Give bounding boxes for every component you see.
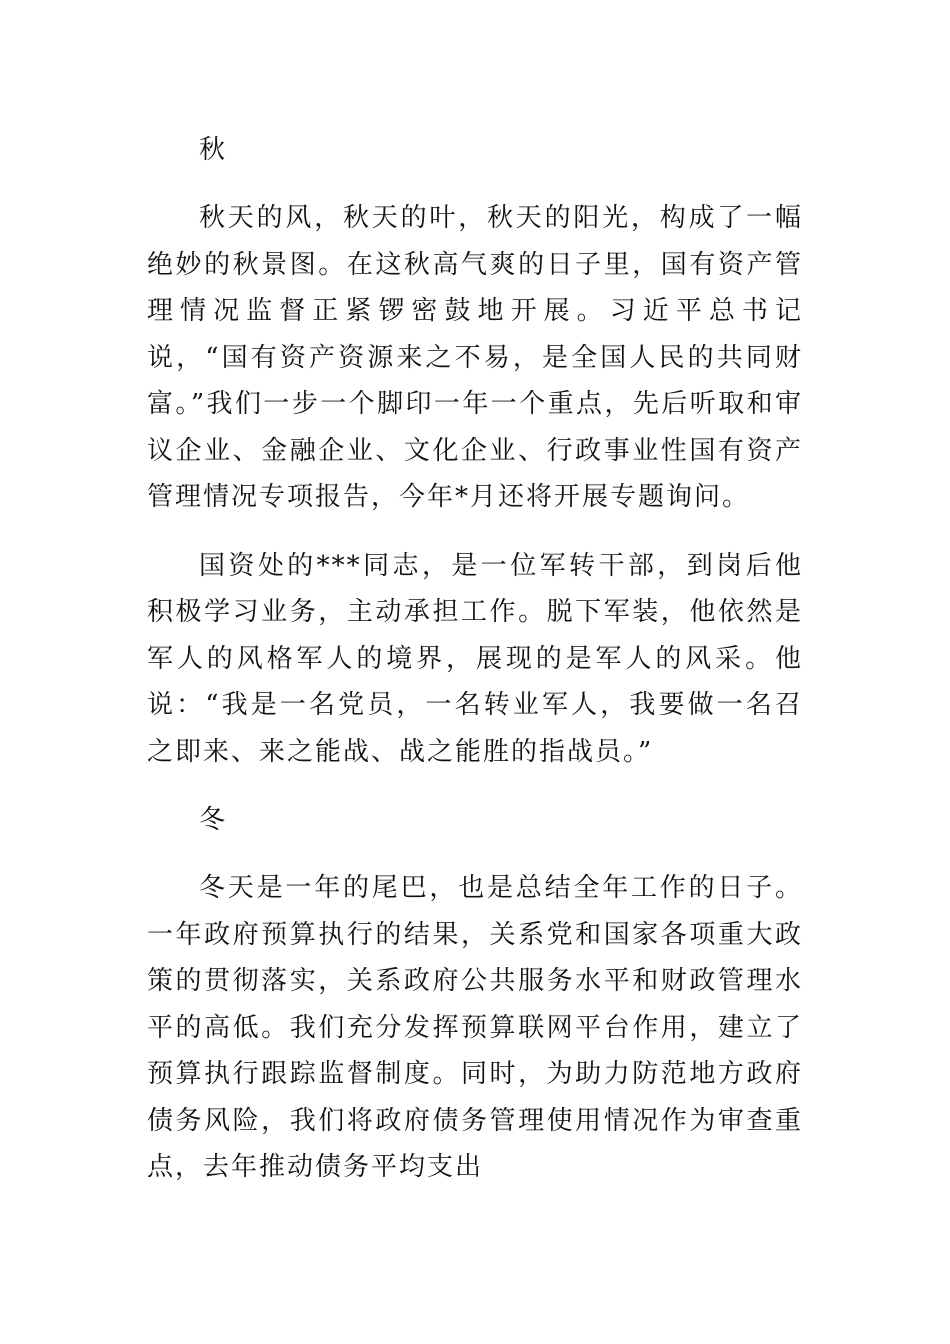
paragraph-autumn-1: 秋天的风，秋天的叶，秋天的阳光，构成了一幅绝妙的秋景图。在这秋高气爽的日子里，国有资产管理情况监督正紧锣密鼓地开展。习近平总书记说，“国有资产资源来之不易，是全国人民的共同财富。”我们一步一个脚印一年一个重点，先后听取和审议企业、金融企业、文化企业、行政事业性国有资产管理情况专项报告，今年*月还将开展专题询问。	[147, 203, 803, 512]
document-page	[147, 127, 803, 1213]
section-heading-winter: 冬	[199, 805, 226, 835]
paragraph-winter-1: 冬天是一年的尾巴，也是总结全年工作的日子。一年政府预算执行的结果，关系党和国家各项重大政策的贯彻落实，关系政府公共服务水平和财政管理水平的高低。我们充分发挥预算联网平台作用，建立了预算执行跟踪监督制度。同时，为助力防范地方政府债务风险，我们将政府债务管理使用情况作为审查重点，去年推动债务平均支出	[147, 873, 803, 1182]
paragraph-autumn-2: 国资处的***同志，是一位军转干部，到岗后他积极学习业务，主动承担工作。脱下军装，他依然是军人的风格军人的境界，展现的是军人的风采。他说：“我是一名党员，一名转业军人，我要做一名召之即来、来之能战、战之能胜的指战员。”	[147, 550, 803, 767]
section-heading-autumn: 秋	[199, 135, 226, 165]
